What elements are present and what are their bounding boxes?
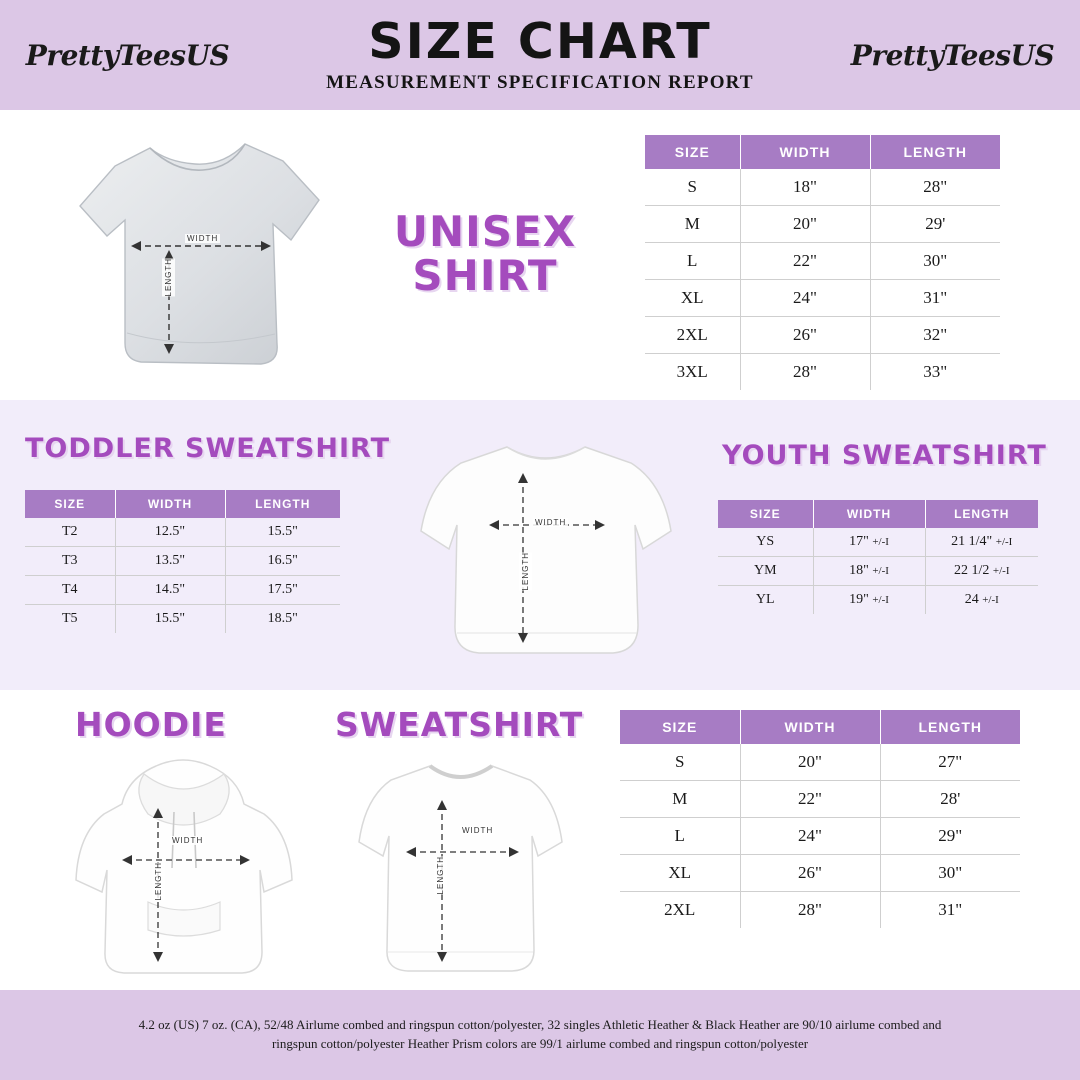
section-unisex-shirt — [0, 110, 1080, 400]
cell-width-tolerance: +/-I — [872, 594, 889, 606]
cell-size: S — [645, 169, 740, 206]
cell-width-value: 17" — [849, 534, 869, 549]
sweatshirt-length-label: LENGTH — [436, 856, 445, 895]
col-width: WIDTH — [813, 500, 925, 528]
sweatshirt-table-body — [620, 744, 1020, 928]
col-size: SIZE — [645, 135, 740, 169]
header-center — [255, 13, 825, 93]
hoodie-title: HOODIE — [75, 705, 227, 744]
table-row — [645, 169, 1000, 206]
page-title: SIZE CHART — [368, 13, 712, 71]
cell-size: T2 — [25, 518, 115, 547]
youth-sweatshirt-illustration — [395, 425, 695, 675]
cell-size: T3 — [25, 547, 115, 576]
table-row — [718, 528, 1038, 557]
sweatshirt-illustration — [340, 752, 580, 982]
cell-length: 29' — [870, 206, 1000, 243]
cell-width: 18" — [740, 169, 870, 206]
table-row — [25, 605, 340, 634]
cell-length: 17.5" — [225, 576, 340, 605]
cell-width-value: 19" — [849, 592, 869, 607]
col-length: LENGTH — [880, 710, 1020, 744]
cell-length: 27" — [880, 744, 1020, 781]
cell-length: 30" — [880, 855, 1020, 892]
col-length: LENGTH — [870, 135, 1000, 169]
cell-size: YM — [718, 557, 813, 586]
section-sweatshirts — [0, 400, 1080, 690]
cell-width: 28" — [740, 354, 870, 391]
cell-length: 15.5" — [225, 518, 340, 547]
cell-width: 15.5" — [115, 605, 225, 634]
tshirt-width-label: WIDTH — [187, 234, 219, 243]
table-row — [645, 243, 1000, 280]
brand-logo-left: PrettyTeesUS — [25, 38, 230, 72]
cell-length-tolerance: +/-I — [992, 565, 1010, 577]
cell-length-value: 24 — [964, 592, 979, 607]
cell-width-value: 18" — [849, 563, 869, 578]
sweatshirt-size-table — [620, 710, 1020, 928]
tshirt-length-label: LENGTH — [164, 258, 173, 297]
cell-width: 22" — [740, 781, 880, 818]
cell-width: 13.5" — [115, 547, 225, 576]
cell-size: T4 — [25, 576, 115, 605]
unisex-table-body — [645, 169, 1000, 390]
cell-width: 20" — [740, 206, 870, 243]
cell-size: M — [620, 781, 740, 818]
cell-size: M — [645, 206, 740, 243]
cell-length: 18.5" — [267, 611, 298, 626]
hoodie-length-label: LENGTH — [154, 862, 163, 901]
table-row — [620, 818, 1020, 855]
col-width: WIDTH — [740, 710, 880, 744]
page-header — [0, 0, 1080, 110]
cell-length: 33" — [923, 362, 948, 381]
cell-width: 26" — [740, 855, 880, 892]
cell-length: 30" — [870, 243, 1000, 280]
table-header-row — [620, 710, 1020, 744]
cell-width: 26" — [740, 317, 870, 354]
cell-width — [813, 528, 925, 557]
cell-length: 16.5" — [225, 547, 340, 576]
cell-width: 22" — [740, 243, 870, 280]
cell-length — [925, 557, 1038, 586]
footer-line-1: 4.2 oz (US) 7 oz. (CA), 52/48 Airlume combed and ringspun cotton/polyester, 32 singles Athletic Heather & Black Heather are 90/10 airlume combed and — [138, 1017, 942, 1033]
toddler-title: TODDLER SWEATSHIRT — [25, 433, 391, 464]
cell-length-value: 22 1/2 — [954, 563, 990, 578]
cell-width: 28" — [740, 892, 880, 929]
table-row — [25, 547, 340, 576]
cell-length-tolerance: +/-I — [982, 594, 999, 606]
toddler-size-table — [25, 490, 340, 633]
brand-logo-right: PrettyTeesUS — [850, 38, 1055, 72]
cell-size: XL — [645, 280, 740, 317]
tshirt-measure-arrows — [55, 128, 345, 383]
cell-width: 24" — [740, 280, 870, 317]
cell-width: 12.5" — [115, 518, 225, 547]
col-size: SIZE — [25, 490, 115, 518]
cell-length: 32" — [870, 317, 1000, 354]
youth-title: YOUTH SWEATSHIRT — [722, 440, 1047, 471]
col-size: SIZE — [620, 710, 740, 744]
unisex-title — [370, 207, 600, 301]
cell-width — [813, 586, 925, 615]
table-row — [620, 892, 1020, 929]
cell-length — [925, 586, 1038, 615]
page-subtitle: MEASUREMENT SPECIFICATION REPORT — [326, 71, 754, 93]
unisex-title-line1: UNISEX — [393, 207, 577, 256]
hoodie-width-label: WIDTH — [172, 836, 204, 845]
cell-width: 14.5" — [115, 576, 225, 605]
sweatshirt-width-label: WIDTH — [462, 826, 494, 835]
cell-length-value: 21 1/4" — [951, 534, 993, 549]
cell-length: 28" — [870, 169, 1000, 206]
table-row — [645, 354, 1000, 391]
section-hoodie-sweatshirt — [0, 690, 1080, 990]
table-row — [645, 317, 1000, 354]
table-row — [645, 280, 1000, 317]
toddler-table-body — [25, 518, 340, 633]
cell-size: L — [645, 243, 740, 280]
cell-length: 29" — [880, 818, 1020, 855]
cell-length — [925, 528, 1038, 557]
cell-size: YL — [718, 586, 813, 615]
cell-width: 24" — [740, 818, 880, 855]
table-header-row — [718, 500, 1038, 528]
table-row — [620, 781, 1020, 818]
cell-length: 28' — [880, 781, 1020, 818]
table-row — [25, 518, 340, 547]
cell-size: L — [620, 818, 740, 855]
youth-table-body — [718, 528, 1038, 614]
cell-size: YS — [718, 528, 813, 557]
cell-width-tolerance: +/-I — [872, 536, 889, 548]
cell-size: 2XL — [645, 317, 740, 354]
col-width: WIDTH — [115, 490, 225, 518]
cell-length: 31" — [870, 280, 1000, 317]
youth-length-label: LENGTH — [521, 552, 530, 591]
col-length: LENGTH — [225, 490, 340, 518]
table-row — [620, 855, 1020, 892]
cell-size: S — [620, 744, 740, 781]
cell-length: 31" — [938, 900, 963, 919]
cell-size: T5 — [25, 605, 115, 634]
cell-width: 20" — [740, 744, 880, 781]
col-width: WIDTH — [740, 135, 870, 169]
table-header-row — [645, 135, 1000, 169]
cell-size: 3XL — [645, 354, 740, 391]
hoodie-illustration — [68, 752, 298, 982]
unisex-size-table — [645, 135, 1000, 390]
table-row — [718, 557, 1038, 586]
table-row — [25, 576, 340, 605]
table-header-row — [25, 490, 340, 518]
cell-width-tolerance: +/-I — [872, 565, 889, 577]
page-footer — [0, 990, 1080, 1080]
sweatshirt-title: SWEATSHIRT — [335, 705, 584, 744]
cell-size: 2XL — [620, 892, 740, 929]
cell-length-tolerance: +/-I — [995, 536, 1013, 548]
cell-size: XL — [620, 855, 740, 892]
table-row — [620, 744, 1020, 781]
table-row — [718, 586, 1038, 615]
footer-line-2: ringspun cotton/polyester Heather Prism colors are 99/1 airlume combed and ringspun cotton/polyester — [271, 1036, 809, 1051]
col-length: LENGTH — [925, 500, 1038, 528]
youth-width-label: WIDTH — [535, 518, 567, 527]
unisex-title-line2: SHIRT — [412, 251, 558, 301]
youth-size-table — [718, 500, 1038, 614]
col-size: SIZE — [718, 500, 813, 528]
table-row — [645, 206, 1000, 243]
cell-width — [813, 557, 925, 586]
